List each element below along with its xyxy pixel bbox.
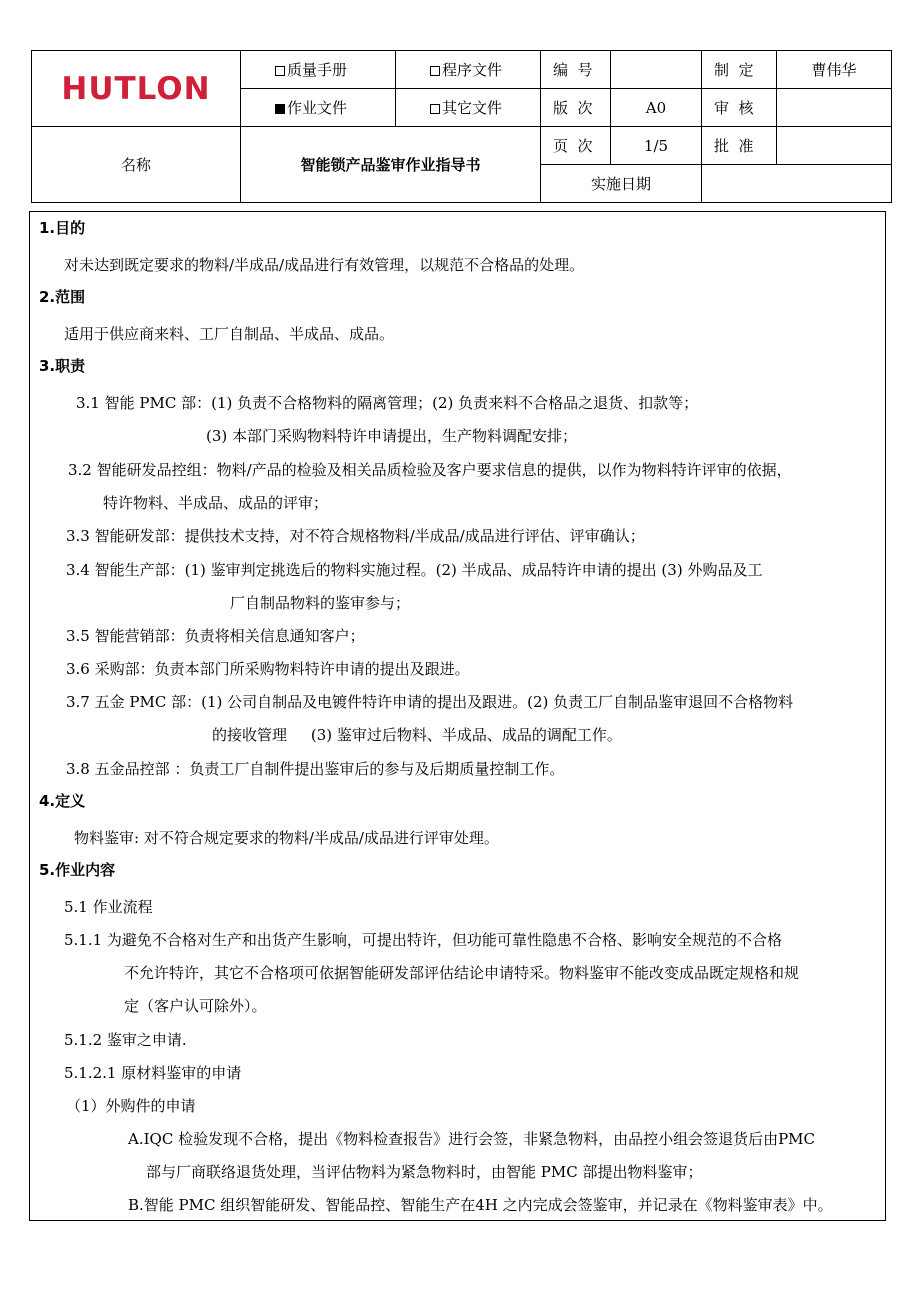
review-label: 审 核 <box>702 89 777 127</box>
work-5-1-1-line2: 不允许特许，其它不合格项可依据智能研发部评估结论申请特采。物料鉴审不能改变成品既定规格和规 <box>124 964 800 982</box>
checkbox-icon <box>430 104 440 114</box>
resp-3-2-line2: 特许物料、半成品、成品的评审； <box>103 494 329 512</box>
approve-value <box>777 127 892 165</box>
made-label: 制 定 <box>702 51 777 89</box>
section-responsibility-heading: 3.职责 <box>39 357 86 375</box>
resp-3-4-line1: 3.4 智能生产部：(1) 鉴审判定挑选后的物料实施过程。(2) 半成品、成品特许申请的提出 (3) 外购品及工 <box>66 561 763 579</box>
checked-box-icon <box>275 104 285 114</box>
resp-3-5: 3.5 智能营销部：负责将相关信息通知客户； <box>66 627 365 645</box>
resp-3-3: 3.3 智能研发部：提供技术支持，对不符合规格物料/半成品/成品进行评估、评审确认； <box>66 527 645 545</box>
version-value: A0 <box>611 89 702 127</box>
logo-cell <box>32 51 241 127</box>
purpose-text: 对未达到既定要求的物料/半成品/成品进行有效管理，以规范不合格品的处理。 <box>64 256 585 274</box>
resp-3-1-line2: (3) 本部门采购物料特许申请提出，生产物料调配安排； <box>206 427 578 445</box>
definition-text: 物料鉴审: 对不符合规定要求的物料/半成品/成品进行评审处理。 <box>74 829 499 847</box>
name-label: 名称 <box>32 127 241 203</box>
resp-3-8: 3.8 五金品控部 ：负责工厂自制件提出鉴审后的参与及后期质量控制工作。 <box>66 760 565 778</box>
scope-text: 适用于供应商来料、工厂自制品、半成品、成品。 <box>64 325 395 343</box>
outsourced-parts-heading: （1）外购件的申请 <box>66 1097 196 1115</box>
section-definition-heading: 4.定义 <box>39 792 86 810</box>
review-value <box>777 89 892 127</box>
approve-label: 批 准 <box>702 127 777 165</box>
resp-3-7-line2: 的接收管理 (3) 鉴审过后物料、半成品、成品的调配工作。 <box>212 726 622 744</box>
item-a-line2: 部与厂商联络退货处理，当评估物料为紧急物料时，由智能 PMC 部提出物料鉴审； <box>146 1163 703 1181</box>
checkbox-icon <box>430 66 440 76</box>
work-5-1-2-1: 5.1.2.1 原材料鉴审的申请 <box>64 1064 242 1082</box>
page-value: 1/5 <box>611 127 702 165</box>
work-5-1-2: 5.1.2 鉴审之申请. <box>64 1031 187 1049</box>
section-purpose-heading: 1.目的 <box>39 219 86 237</box>
doctype-work-instruction: 作业文件 <box>241 89 396 127</box>
resp-3-4-line2: 厂自制品物料的鉴审参与； <box>230 594 411 612</box>
doctype-quality-manual: 质量手册 <box>241 51 396 89</box>
page-label: 页 次 <box>541 127 611 165</box>
work-5-1: 5.1 作业流程 <box>64 898 153 916</box>
document-title: 智能锁产品鉴审作业指导书 <box>241 127 541 203</box>
doctype-procedure: 程序文件 <box>396 51 541 89</box>
doctype-other: 其它文件 <box>396 89 541 127</box>
checkbox-icon <box>275 66 285 76</box>
work-5-1-1-line3: 定（客户认可除外）。 <box>124 997 267 1015</box>
item-a-line1: A.IQC 检验发现不合格，提出《物料检查报告》进行会签，非紧急物料，由品控小组会签退货后由PMC <box>128 1130 816 1148</box>
section-scope-heading: 2.范围 <box>39 288 86 306</box>
resp-3-6: 3.6 采购部：负责本部门所采购物料特许申请的提出及跟进。 <box>66 660 470 678</box>
company-logo: HUTLON <box>61 70 211 107</box>
header-table <box>31 50 892 203</box>
item-b: B.智能 PMC 组织智能研发、智能品控、智能生产在4H 之内完成会签鉴审，并记录在《物料鉴审表》中。 <box>128 1196 833 1214</box>
resp-3-1-line1: 3.1 智能 PMC 部：(1) 负责不合格物料的隔离管理；(2) 负责来料不合格品之退货、扣款等； <box>76 394 699 412</box>
made-value: 曹伟华 <box>777 51 892 89</box>
effective-date-label: 实施日期 <box>541 165 702 203</box>
number-value <box>611 51 702 89</box>
version-label: 版 次 <box>541 89 611 127</box>
effective-date-value <box>702 165 892 203</box>
resp-3-7-line1: 3.7 五金 PMC 部：(1) 公司自制品及电镀件特许申请的提出及跟进。(2) 负责工厂自制品鉴审退回不合格物料 <box>66 693 794 711</box>
section-work-content-heading: 5.作业内容 <box>39 861 116 879</box>
number-label: 编 号 <box>541 51 611 89</box>
resp-3-2-line1: 3.2 智能研发品控组：物料/产品的检验及相关品质检验及客户要求信息的提供，以作为物料特许评审的依据， <box>68 461 792 479</box>
work-5-1-1-line1: 5.1.1 为避免不合格对生产和出货产生影响，可提出特许，但功能可靠性隐患不合格、影响安全规范的不合格 <box>64 931 782 949</box>
